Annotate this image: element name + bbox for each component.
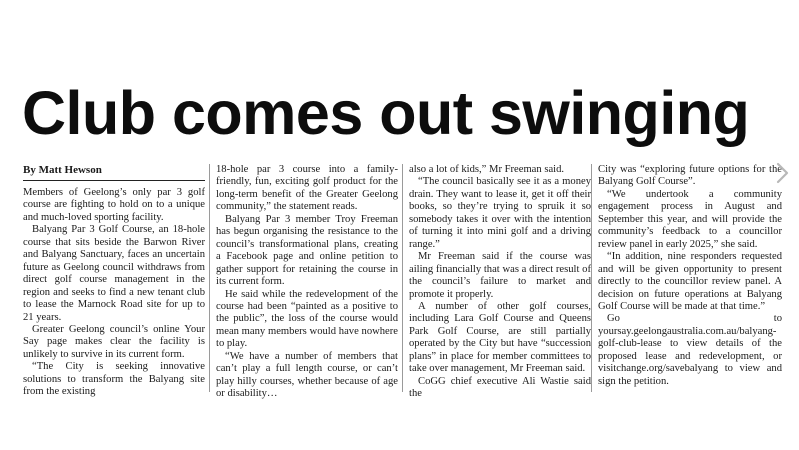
column-divider: [591, 164, 592, 392]
paragraph: He said while the redevelopment of the course had been “painted as a positive to the public”, the loss of the course would mean many members would have nowhere to play.: [216, 288, 398, 350]
paragraph: CoGG chief executive Ali Wastie said the: [409, 375, 591, 400]
paragraph: “The council basically see it as a money drain. They want to lease it, get it off their books, so they’re trying to spruik it so somebody takes it over with the intention of turning it into mini golf and a driving range.”: [409, 176, 591, 250]
column-divider: [402, 164, 403, 392]
paragraph: Greater Geelong council’s online Your Say page makes clear the facility is unlikely to survive in its current form.: [23, 323, 205, 360]
paragraph: “We have a number of members that can’t play a full length course, or can’t play hilly courses, whether because of age or disability…: [216, 350, 398, 400]
article-column-3: [409, 164, 591, 404]
headline: Club comes out swinging: [22, 79, 750, 147]
paragraph: A number of other golf courses, including Lara Golf Course and Queens Park Golf Course, are still partially operated by the City but have “succession plans” in place for member committees to take over management, Mr Freeman said.: [409, 300, 591, 375]
paragraph: “We undertook a community engagement process in August and September this year, and will provide the community’s feedback to a councillor review panel in early 2025,” she said.: [598, 188, 782, 250]
chevron-right-icon[interactable]: [771, 158, 793, 188]
paragraph: 18-hole par 3 course into a family-friendly, fun, exciting golf product for the long-term benefit of the Greater Geelong community,” the statement reads.: [216, 164, 398, 213]
paragraph: City was “exploring future options for the Balyang Golf Course”.: [598, 164, 782, 188]
paragraph: Balyang Par 3 Golf Course, an 18-hole course that sits beside the Barwon River and Balyang Sanctuary, faces an uncertain future as Geelong council withdraws from direct golf course management in the region and seeks to find a new tenant club to lease the Marnock Road site for up to 21 years.: [23, 224, 205, 323]
paragraph: Go to yoursay.geelongaustralia.com.au/balyang-golf-club-lease to view details of the proposed lease and redevelopment, or visitchange.org/savebalyang to view and sign the petition.: [598, 313, 782, 387]
column-divider: [209, 164, 210, 392]
paragraph: “The City is seeking innovative solutions to transform the Balyang site from the existing: [23, 361, 205, 398]
paragraph: “In addition, nine responders requested and will be given opportunity to present directly to the councillor review panel. A decision on future operations at Balyang Golf Course will be made at that time.”: [598, 251, 782, 312]
paragraph: Mr Freeman said if the course was ailing financially that was a direct result of the council’s failure to market and promote it properly.: [409, 251, 591, 300]
article-column-4: [598, 164, 782, 404]
article-column-1: [23, 164, 205, 404]
article-column-2: [216, 164, 398, 404]
paragraph: Members of Geelong’s only par 3 golf course are fighting to hold on to a unique and much-loved sporting facility.: [23, 187, 205, 223]
paragraph: Balyang Par 3 member Troy Freeman has begun organising the resistance to the council’s transformational plans, creating a Facebook page and online petition to gather support for retaining the course in its current form.: [216, 213, 398, 288]
paragraph: also a lot of kids,” Mr Freeman said.: [409, 164, 565, 175]
byline: By Matt Hewson: [23, 164, 205, 181]
